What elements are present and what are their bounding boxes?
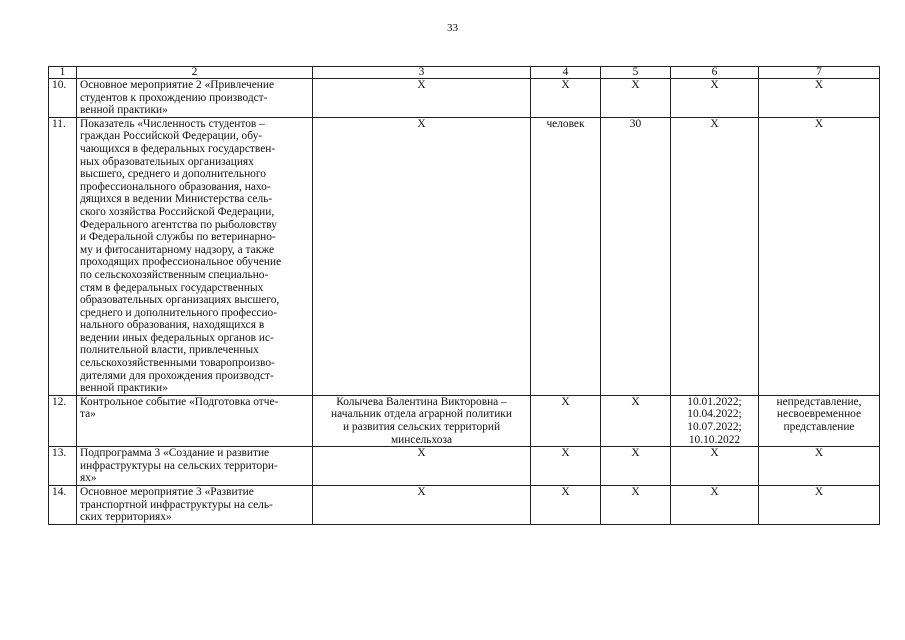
cell-line: Х xyxy=(561,486,570,498)
column-header: 7 xyxy=(759,67,880,79)
cell-text xyxy=(604,396,667,409)
cell-line: Контрольное событие «Подготовка отче- xyxy=(80,395,279,408)
cell-text xyxy=(534,396,597,409)
value-cell xyxy=(601,117,671,395)
cell-text xyxy=(674,447,755,460)
cell-text xyxy=(80,486,309,524)
cell-line: ского хозяйства Российской Федерации, xyxy=(80,205,275,218)
table-row xyxy=(49,486,880,525)
cell-text xyxy=(674,486,755,499)
cell-line: стям в федеральных государственных xyxy=(80,281,264,294)
row-number-cell: 10. xyxy=(49,79,77,118)
cell-line: Х xyxy=(710,79,719,91)
column-header: 5 xyxy=(601,67,671,79)
cell-line: Подпрограмма 3 «Создание и развитие xyxy=(80,447,270,460)
column-header: 2 xyxy=(77,67,313,79)
cell-line: несвоевременное xyxy=(776,408,862,421)
deadline-cell xyxy=(671,447,759,486)
cell-line: среднего и дополнительного профессио- xyxy=(80,306,278,319)
column-header: 1 xyxy=(49,67,77,79)
cell-line: Колычева Валентина Викторовна – xyxy=(336,395,507,408)
unit-cell xyxy=(531,447,601,486)
cell-text xyxy=(534,79,597,92)
cell-text xyxy=(316,396,527,446)
deadline-cell xyxy=(671,486,759,525)
cell-line: и Федеральной службы по ветеринарно- xyxy=(80,231,276,244)
responsible-cell xyxy=(313,447,531,486)
cell-line: Х xyxy=(561,447,570,460)
cell-line: Х xyxy=(710,447,719,460)
row-number-cell: 14. xyxy=(49,486,77,525)
responsible-cell xyxy=(313,395,531,446)
cell-line: человек xyxy=(546,117,585,130)
description-cell xyxy=(77,79,313,118)
unit-cell xyxy=(531,395,601,446)
column-header: 3 xyxy=(313,67,531,79)
table-row xyxy=(49,79,880,118)
column-header: 6 xyxy=(671,67,759,79)
value-cell xyxy=(601,486,671,525)
cell-line: Основное мероприятие 3 «Развитие xyxy=(80,486,254,498)
risk-cell xyxy=(759,117,880,395)
cell-line: студентов к прохождению производст- xyxy=(80,91,268,104)
cell-line: 10.01.2022; xyxy=(687,395,742,408)
cell-text xyxy=(604,486,667,499)
cell-text xyxy=(604,447,667,460)
table-row xyxy=(49,395,880,446)
cell-line: Х xyxy=(417,117,426,130)
cell-line: му и фитосанитарному надзору, а также xyxy=(80,243,275,256)
cell-line: высшего, среднего и дополнительного xyxy=(80,168,266,181)
cell-line: представление xyxy=(783,421,855,434)
cell-line: Х xyxy=(631,447,640,460)
responsible-cell xyxy=(313,117,531,395)
row-number-cell: 11. xyxy=(49,117,77,395)
cell-line: инфраструктуры на сельских территори- xyxy=(80,459,278,472)
cell-line: ных образовательных организациях xyxy=(80,155,254,168)
table-row xyxy=(49,117,880,395)
risk-cell xyxy=(759,79,880,118)
unit-cell xyxy=(531,486,601,525)
cell-line: Х xyxy=(561,395,570,408)
description-cell xyxy=(77,117,313,395)
cell-line: Х xyxy=(710,486,719,498)
cell-line: Х xyxy=(814,117,824,130)
cell-line: граждан Российской Федерации, обу- xyxy=(80,130,263,143)
cell-text xyxy=(762,396,876,434)
cell-line: начальник отдела аграрной политики xyxy=(331,408,512,421)
deadline-cell xyxy=(671,117,759,395)
responsible-cell xyxy=(313,486,531,525)
cell-line: 10.07.2022; xyxy=(687,421,742,434)
cell-line: та» xyxy=(80,408,96,421)
cell-line: ведении иных федеральных органов ис- xyxy=(80,331,274,344)
risk-cell xyxy=(759,486,880,525)
cell-line: Х xyxy=(417,486,426,498)
unit-cell xyxy=(531,117,601,395)
cell-line: Х xyxy=(561,79,570,91)
cell-line: чающихся в федеральных государствен- xyxy=(80,142,276,155)
cell-text xyxy=(534,118,597,131)
description-cell xyxy=(77,395,313,446)
cell-line: Показатель «Численность студентов – xyxy=(80,117,265,130)
cell-line: по сельскохозяйственным специально- xyxy=(80,268,269,281)
responsible-cell xyxy=(313,79,531,118)
cell-line: венной практики» xyxy=(80,382,168,395)
cell-line: ских территориях» xyxy=(80,511,172,524)
cell-line: профессионального образования, нахо- xyxy=(80,180,271,193)
cell-line: Х xyxy=(417,79,426,91)
description-cell xyxy=(77,486,313,525)
cell-line: венной практики» xyxy=(80,104,168,117)
cell-line: Х xyxy=(814,486,824,498)
cell-text xyxy=(316,447,527,460)
row-number-cell: 12. xyxy=(49,395,77,446)
cell-line: Х xyxy=(814,447,824,460)
cell-line: нального образования, находящихся в xyxy=(80,319,265,332)
value-cell xyxy=(601,447,671,486)
cell-text xyxy=(604,118,667,131)
table-row xyxy=(49,447,880,486)
cell-line: Х xyxy=(631,486,640,498)
cell-line: и развития сельских территорий xyxy=(342,421,501,434)
cell-line: полнительной власти, привлеченных xyxy=(80,344,259,357)
column-header: 4 xyxy=(531,67,601,79)
cell-line: минсельхоза xyxy=(390,433,453,446)
cell-line: 10.10.2022 xyxy=(688,433,741,446)
table-header-row xyxy=(49,67,880,79)
cell-text xyxy=(80,396,309,421)
cell-line: Федерального агентства по рыболовству xyxy=(80,218,277,231)
plan-table xyxy=(48,66,880,525)
cell-text xyxy=(674,118,755,131)
cell-text xyxy=(534,486,597,499)
cell-text xyxy=(762,447,876,460)
risk-cell xyxy=(759,447,880,486)
cell-line: проходящих профессиональное обучение xyxy=(80,256,282,269)
cell-line: Х xyxy=(631,79,640,91)
cell-text xyxy=(316,79,527,92)
value-cell xyxy=(601,79,671,118)
page-number: 33 xyxy=(447,22,458,34)
cell-line: сельскохозяйственными товаропроизво- xyxy=(80,357,275,370)
risk-cell xyxy=(759,395,880,446)
cell-text xyxy=(80,447,309,485)
cell-line: Х xyxy=(814,79,824,91)
value-cell xyxy=(601,395,671,446)
cell-text xyxy=(762,486,876,499)
unit-cell xyxy=(531,79,601,118)
cell-line: транспортной инфраструктуры на сель- xyxy=(80,498,273,511)
cell-line: 10.04.2022; xyxy=(687,408,742,421)
cell-line: Основное мероприятие 2 «Привлечение xyxy=(80,79,275,91)
cell-text xyxy=(762,118,876,131)
cell-line: Х xyxy=(417,447,426,460)
cell-text xyxy=(80,79,309,117)
cell-text xyxy=(534,447,597,460)
cell-text xyxy=(674,79,755,92)
cell-text xyxy=(80,118,309,395)
cell-line: Х xyxy=(631,395,640,408)
cell-line: Х xyxy=(710,117,719,130)
cell-text xyxy=(316,118,527,131)
cell-line: дящихся в ведении Министерства сель- xyxy=(80,193,273,206)
cell-text xyxy=(604,79,667,92)
cell-line: ях» xyxy=(80,472,97,485)
deadline-cell xyxy=(671,395,759,446)
cell-text xyxy=(316,486,527,499)
description-cell xyxy=(77,447,313,486)
cell-line: дителями для прохождения производст- xyxy=(80,369,274,382)
cell-text xyxy=(762,79,876,92)
row-number-cell: 13. xyxy=(49,447,77,486)
cell-text xyxy=(674,396,755,446)
cell-line: 30 xyxy=(629,117,642,130)
deadline-cell xyxy=(671,79,759,118)
cell-line: образовательных организациях высшего, xyxy=(80,294,280,307)
cell-line: непредставление, xyxy=(776,395,862,408)
